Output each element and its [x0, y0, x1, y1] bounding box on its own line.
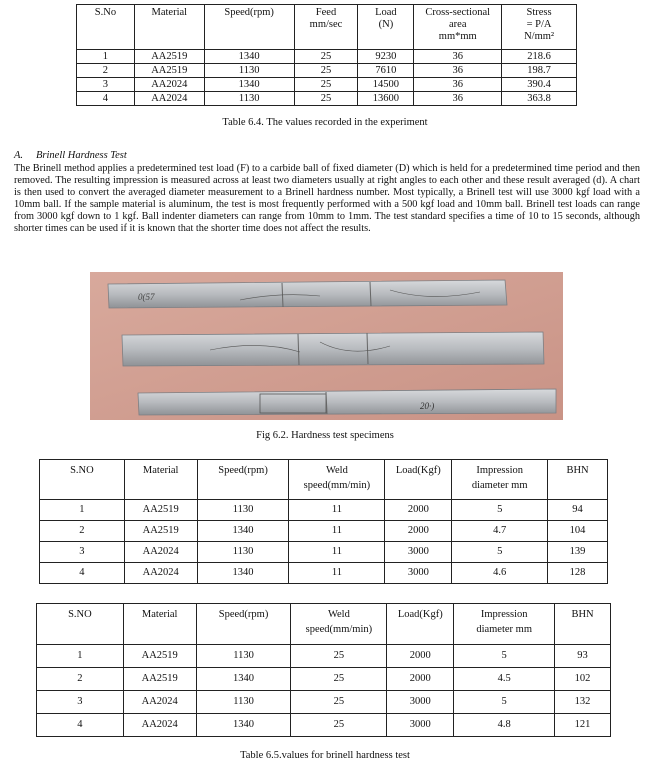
table-cell: 36: [414, 92, 502, 106]
specimen-2: [122, 332, 544, 366]
column-header: BHN: [555, 604, 611, 645]
table-cell: 11: [289, 563, 385, 584]
table-row: [77, 92, 577, 106]
table-cell: 1340: [196, 668, 291, 691]
table-cell: 4.8: [454, 714, 555, 737]
table-cell: AA2519: [123, 645, 196, 668]
table-cell: 1: [40, 500, 125, 521]
table-cell: 5: [454, 645, 555, 668]
table-cell: 2000: [385, 500, 452, 521]
table-cell: 25: [294, 78, 358, 92]
table-cell: 25: [294, 64, 358, 78]
specimen-3-mark: 20·): [420, 401, 435, 411]
table-row: [40, 542, 608, 563]
table-cell: 25: [294, 50, 358, 64]
column-header: Speed(rpm): [204, 5, 294, 50]
column-header: Material: [124, 460, 197, 500]
table-cell: AA2024: [124, 542, 197, 563]
column-header: Material: [134, 5, 204, 50]
column-header: Load(Kgf): [387, 604, 454, 645]
hardness-specimens-photo: [90, 272, 563, 420]
table-cell: 4: [37, 714, 124, 737]
table-cell: 4.7: [452, 521, 548, 542]
table-cell: 1340: [197, 521, 289, 542]
section-number: A.: [14, 150, 24, 161]
table-cell: 1130: [197, 542, 289, 563]
table-cell: 94: [548, 500, 608, 521]
table-cell: AA2519: [123, 668, 196, 691]
column-header: Feed mm/sec: [294, 5, 358, 50]
table-cell: 5: [454, 691, 555, 714]
table-cell: 1340: [204, 78, 294, 92]
table-cell: 390.4: [502, 78, 577, 92]
specimen-1-mark: 0(57: [138, 292, 155, 302]
table-row: [37, 714, 611, 737]
table-row: [40, 500, 608, 521]
table-cell: 2: [37, 668, 124, 691]
table-cell: 11: [289, 521, 385, 542]
column-header: Load (N): [358, 5, 414, 50]
table-cell: 4.5: [454, 668, 555, 691]
table-cell: AA2519: [134, 50, 204, 64]
table-cell: 25: [291, 668, 387, 691]
table-row: [40, 521, 608, 542]
table-6-4-caption: Table 6.4. The values recorded in the experiment: [222, 117, 428, 128]
table-cell: 5: [452, 542, 548, 563]
table-cell: 102: [555, 668, 611, 691]
table-cell: AA2024: [124, 563, 197, 584]
table-row: [77, 50, 577, 64]
table-cell: 5: [452, 500, 548, 521]
table-cell: 25: [291, 714, 387, 737]
column-header: Impression diameter mm: [452, 460, 548, 500]
section-heading: [14, 150, 127, 161]
table-cell: 93: [555, 645, 611, 668]
table-cell: 3: [37, 691, 124, 714]
table-cell: 218.6: [502, 50, 577, 64]
table-cell: AA2519: [124, 500, 197, 521]
table-cell: 2000: [385, 521, 452, 542]
column-header: Stress = P/A N/mm²: [502, 5, 577, 50]
table-cell: 1340: [196, 714, 291, 737]
table-cell: 4.6: [452, 563, 548, 584]
table-cell: AA2519: [134, 64, 204, 78]
table-cell: 3: [77, 78, 135, 92]
table-cell: 132: [555, 691, 611, 714]
brinell-table-weld-speed-11: [39, 459, 608, 584]
table-cell: 4: [40, 563, 125, 584]
table-cell: 7610: [358, 64, 414, 78]
table-cell: AA2024: [123, 714, 196, 737]
table-cell: 139: [548, 542, 608, 563]
table-cell: 363.8: [502, 92, 577, 106]
table-row: [77, 78, 577, 92]
table-cell: 1130: [204, 92, 294, 106]
table-cell: 14500: [358, 78, 414, 92]
table-cell: 36: [414, 50, 502, 64]
table-cell: AA2024: [134, 78, 204, 92]
table-cell: 1340: [197, 563, 289, 584]
column-header: Load(Kgf): [385, 460, 452, 500]
column-header: Cross-sectional area mm*mm: [414, 5, 502, 50]
table-cell: 3000: [385, 563, 452, 584]
column-header: Material: [123, 604, 196, 645]
table-cell: 1: [37, 645, 124, 668]
column-header: S.No: [77, 5, 135, 50]
table-cell: 128: [548, 563, 608, 584]
column-header: S.NO: [40, 460, 125, 500]
table-cell: 25: [294, 92, 358, 106]
table-cell: 2000: [387, 645, 454, 668]
table-cell: 2: [77, 64, 135, 78]
specimen-1: [108, 280, 507, 308]
column-header: Impression diameter mm: [454, 604, 555, 645]
table-cell: 36: [414, 78, 502, 92]
column-header: Speed(rpm): [196, 604, 291, 645]
section-title: Brinell Hardness Test: [36, 150, 127, 161]
table-row: [37, 645, 611, 668]
table-row: [77, 64, 577, 78]
table-cell: 3000: [385, 542, 452, 563]
table-cell: 3000: [387, 714, 454, 737]
table-cell: 1340: [204, 50, 294, 64]
brinell-table-weld-speed-25: [36, 603, 611, 737]
table-cell: 11: [289, 542, 385, 563]
table-cell: 3000: [387, 691, 454, 714]
column-header: Weld speed(mm/min): [289, 460, 385, 500]
section-paragraph: The Brinell method applies a predetermined test load (F) to a carbide ball of fixed diameter (D) which is held for a predetermined time period and then removed. The resulting impression is measured across at least two diameters usually at right angles to each other and these result averaged (d). A chart is then used to convert the averaged diameter measurement to a Brinell hardness number. Most typically, a Brinell test will use 3000 kgf load with a 10mm ball. If the sample material is aluminum, the test is most frequently performed with a 500 kgf load and 10mm ball. Brinell test loads can range from 3000 kgf down to 1 kgf. Ball indenter diameters can range from 10mm to 1mm. The test standard specifies a time of 10 to 15 seconds, although shorter times can be used if it is known that the shorter time does not affect the results.: [14, 163, 640, 235]
table-cell: AA2024: [134, 92, 204, 106]
table-cell: 3: [40, 542, 125, 563]
table-cell: 2: [40, 521, 125, 542]
table-cell: 1130: [204, 64, 294, 78]
specimen-3: [138, 389, 556, 415]
table-cell: 1130: [197, 500, 289, 521]
table-cell: 2000: [387, 668, 454, 691]
table-row: [37, 668, 611, 691]
table-cell: 13600: [358, 92, 414, 106]
column-header: BHN: [548, 460, 608, 500]
table-cell: 25: [291, 691, 387, 714]
column-header: Weld speed(mm/min): [291, 604, 387, 645]
table-cell: 1: [77, 50, 135, 64]
table-cell: AA2024: [123, 691, 196, 714]
table-row: [37, 691, 611, 714]
table-cell: 4: [77, 92, 135, 106]
table-cell: 121: [555, 714, 611, 737]
table-6-5-caption: Table 6.5.values for brinell hardness test: [240, 750, 410, 761]
table-cell: 104: [548, 521, 608, 542]
table-cell: 198.7: [502, 64, 577, 78]
table-cell: 36: [414, 64, 502, 78]
column-header: S.NO: [37, 604, 124, 645]
table-cell: 25: [291, 645, 387, 668]
stress-table: [76, 4, 577, 106]
table-cell: 1130: [196, 645, 291, 668]
column-header: Speed(rpm): [197, 460, 289, 500]
figure-6-2-caption: Fig 6.2. Hardness test specimens: [256, 430, 394, 441]
table-cell: 11: [289, 500, 385, 521]
table-cell: AA2519: [124, 521, 197, 542]
table-row: [40, 563, 608, 584]
table-cell: 1130: [196, 691, 291, 714]
table-cell: 9230: [358, 50, 414, 64]
